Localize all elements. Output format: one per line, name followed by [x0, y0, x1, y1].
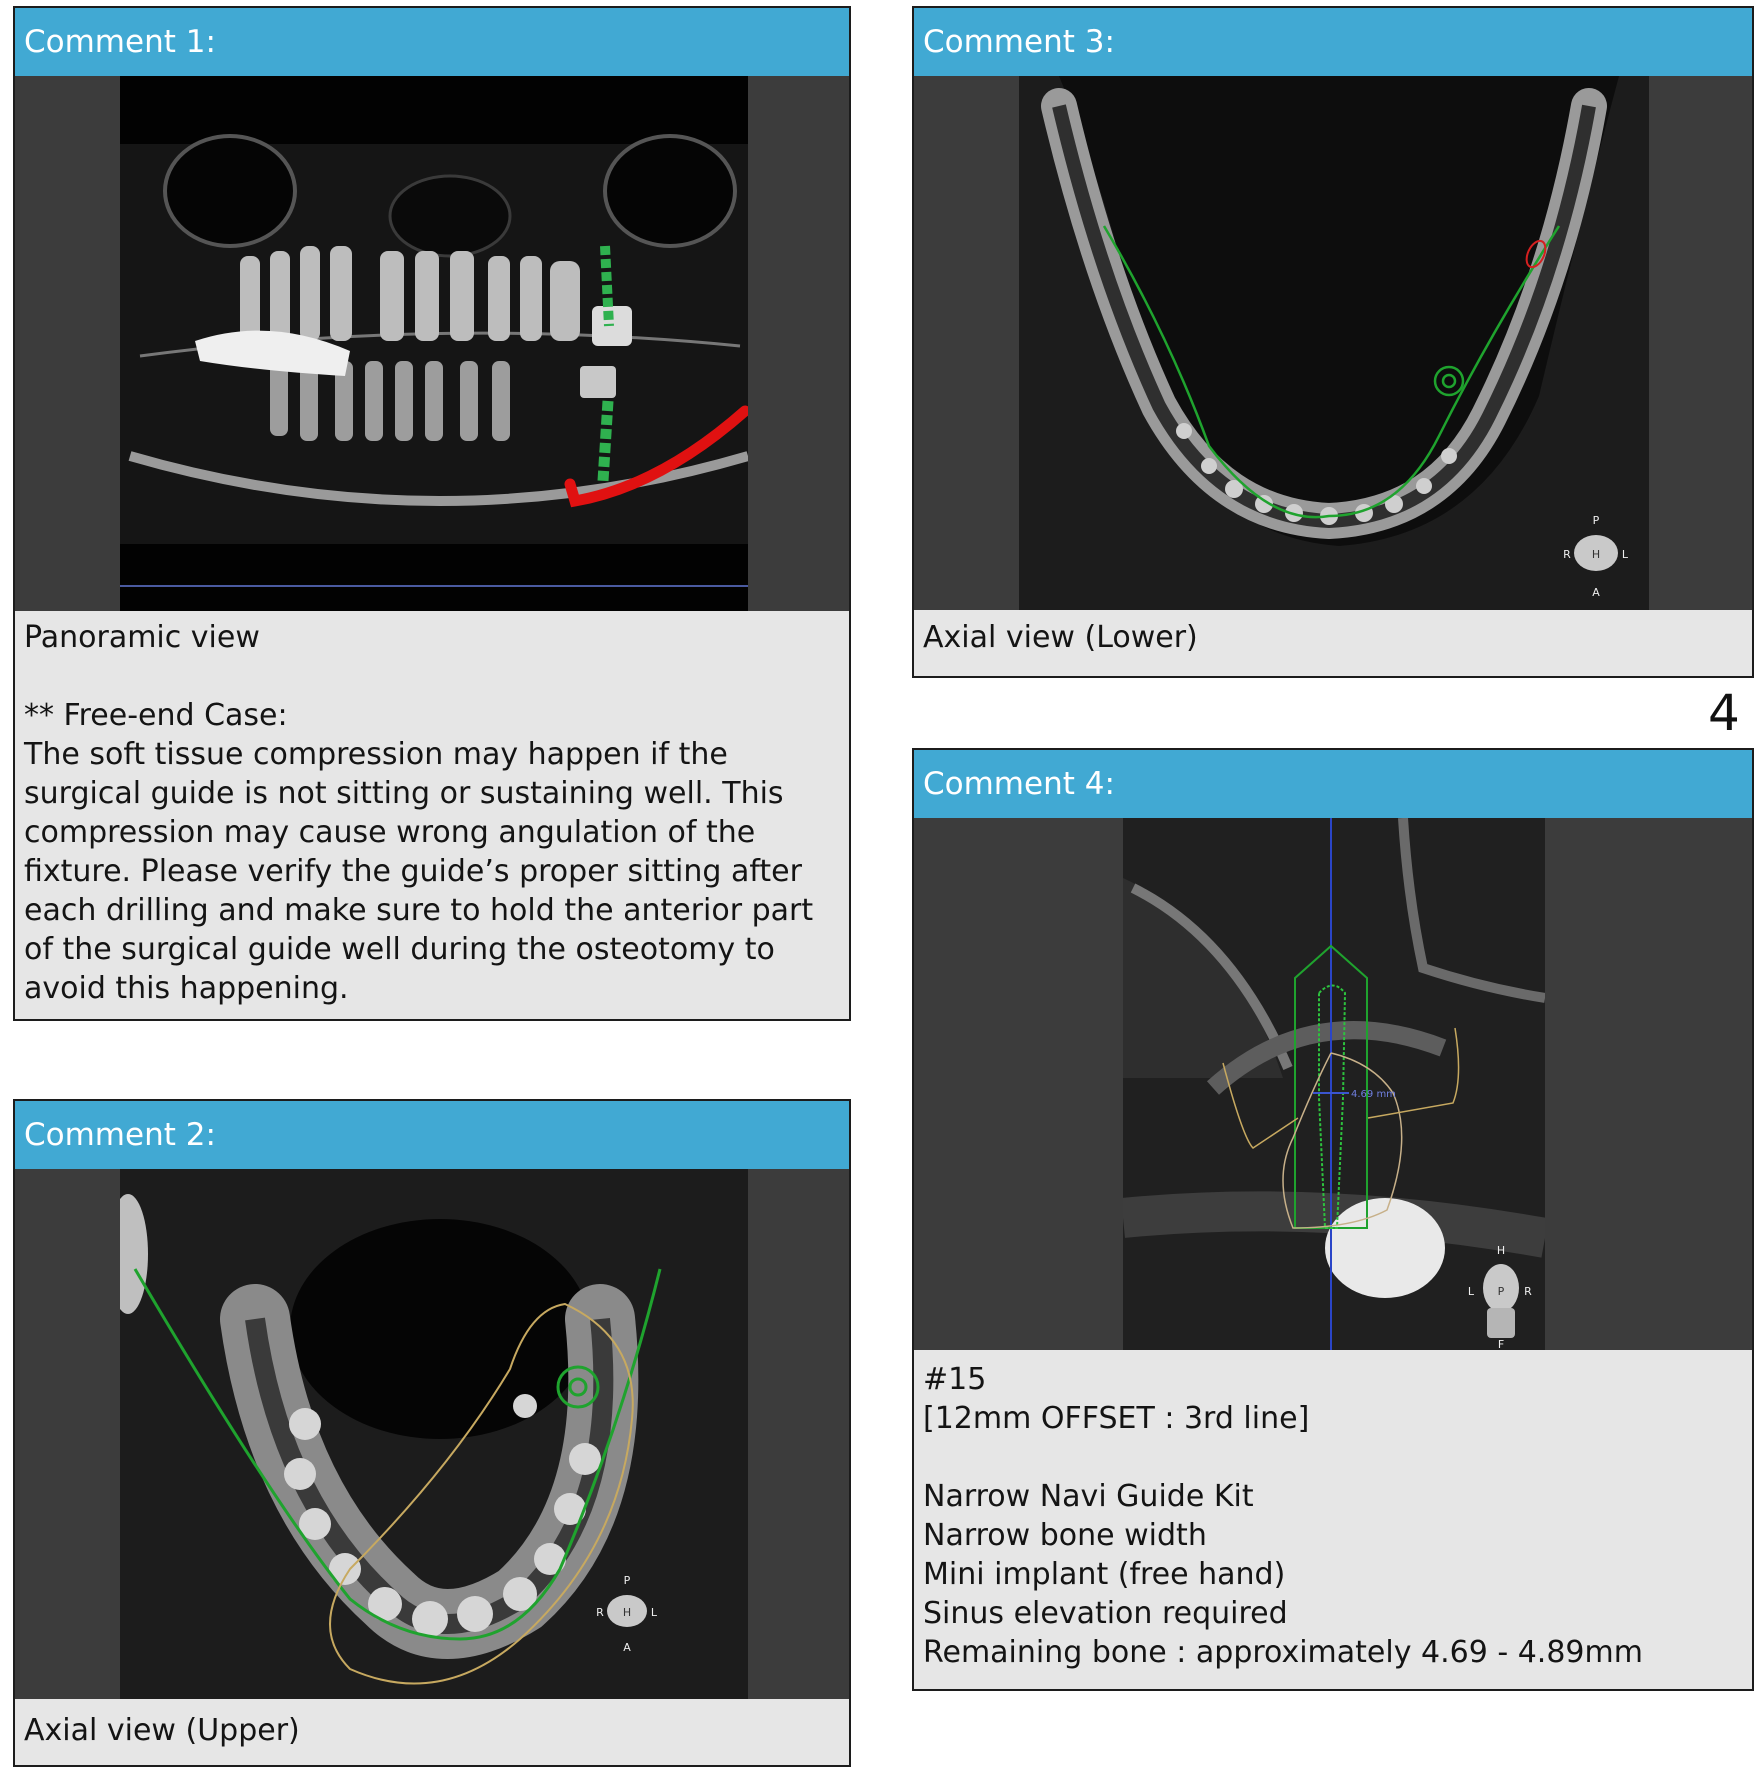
- comment-1-caption: [24, 618, 841, 1008]
- comment-3-panel: [912, 6, 1754, 678]
- comment-2-title: Comment 2:: [15, 1101, 849, 1169]
- remaining-bone-line: Remaining bone : approximately 4.69 - 4.89mm: [923, 1635, 1643, 1670]
- orientation-right-label: R: [1524, 1285, 1532, 1298]
- comment-1-title: Comment 1:: [15, 8, 849, 76]
- page-number: 4: [1708, 684, 1740, 742]
- comment-4-caption: [923, 1360, 1744, 1672]
- free-end-case-body: The soft tissue compression may happen if the surgical guide is not sitting or sustaining well. This compression may cause wrong angulation of the fixture. Please verify the guide’s proper sitting after each drilling and make sure to hold the anterior part of the surgical guide well during the osteotomy to avoid this happening.: [24, 737, 814, 1006]
- axial-lower-scan-image: [1019, 76, 1649, 610]
- comment-4-title: Comment 4:: [914, 750, 1752, 818]
- tooth-number: #15: [923, 1362, 987, 1397]
- orientation-top-label: P: [623, 1574, 631, 1587]
- cross-section-scan-image: [1123, 818, 1545, 1350]
- comment-4-panel: [912, 748, 1754, 1691]
- orientation-bottom-label: A: [623, 1641, 631, 1654]
- orientation-center-label: H: [622, 1606, 632, 1619]
- offset-info: [12mm OFFSET : 3rd line]: [923, 1401, 1310, 1436]
- comment-3-caption: [923, 618, 1744, 657]
- orientation-center-label: P: [1497, 1285, 1505, 1298]
- guide-kit-line: Narrow Navi Guide Kit: [923, 1479, 1254, 1514]
- comment-2-image-area: [15, 1169, 849, 1699]
- panoramic-view-label: Panoramic view: [24, 620, 260, 655]
- panoramic-xray-image: [120, 76, 748, 611]
- orientation-right-label: L: [1621, 548, 1629, 561]
- orientation-bottom-label: F: [1497, 1338, 1505, 1350]
- comment-3-title: Comment 3:: [914, 8, 1752, 76]
- orientation-center-label: H: [1591, 548, 1601, 561]
- orientation-right-label: L: [650, 1606, 658, 1619]
- comment-1-panel: [13, 6, 851, 1021]
- free-end-case-heading: ** Free-end Case:: [24, 698, 288, 733]
- sinus-elevation-line: Sinus elevation required: [923, 1596, 1288, 1631]
- bone-measurement-label: 4.69 mm: [1351, 1089, 1396, 1100]
- orientation-top-label: P: [1592, 514, 1600, 527]
- orientation-top-label: H: [1496, 1244, 1506, 1257]
- comment-4-image-area: [914, 818, 1752, 1350]
- comment-2-caption: [24, 1711, 841, 1750]
- orientation-bottom-label: A: [1592, 586, 1600, 599]
- comment-2-panel: [13, 1099, 851, 1767]
- caption-spacer: [923, 1438, 1744, 1477]
- axial-lower-view-label: Axial view (Lower): [923, 620, 1198, 655]
- axial-upper-view-label: Axial view (Upper): [24, 1713, 300, 1748]
- orientation-left-label: R: [596, 1606, 604, 1619]
- mini-implant-line: Mini implant (free hand): [923, 1557, 1286, 1592]
- orientation-left-label: L: [1467, 1285, 1475, 1298]
- bone-width-line: Narrow bone width: [923, 1518, 1207, 1553]
- comment-1-image-area: [15, 76, 849, 611]
- axial-upper-scan-image: [120, 1169, 748, 1699]
- comment-3-image-area: [914, 76, 1752, 610]
- orientation-left-label: R: [1563, 548, 1571, 561]
